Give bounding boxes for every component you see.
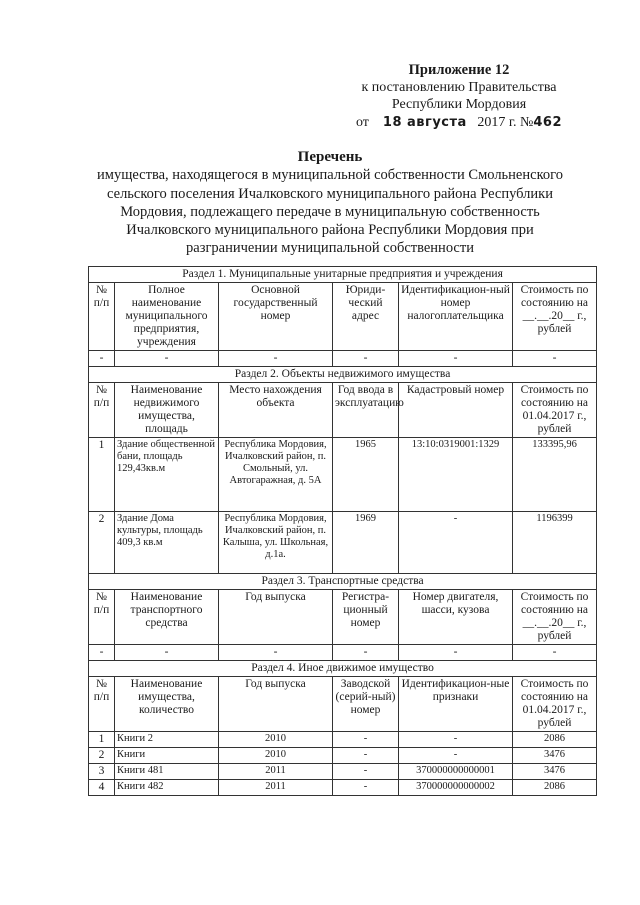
table-cell: - — [219, 351, 333, 367]
col-header: Год выпуска — [219, 677, 333, 732]
header-line-2: Республики Мордовия — [391, 97, 527, 112]
section-2-header-row — [89, 383, 597, 438]
col-header: № п/п — [89, 383, 115, 438]
col-header: Идентификацион-ные признаки — [399, 677, 513, 732]
col-header: Место нахождения объекта — [219, 383, 333, 438]
table-cell: 370000000000002 — [399, 780, 513, 796]
table-cell: 2086 — [513, 780, 597, 796]
document-title: Перечень — [297, 149, 363, 165]
table-cell: - — [219, 645, 333, 661]
col-header: Номер двигателя, шасси, кузова — [399, 590, 513, 645]
col-header: Стоимость по состоянию на __.__.20__ г., рублей — [513, 590, 597, 645]
section-3-title: Раздел 3. Транспортные средства — [89, 574, 597, 590]
table-cell: Здание Дома культуры, площадь 409,3 кв.м — [115, 512, 219, 574]
table-row — [89, 748, 597, 764]
section-1-title: Раздел 1. Муниципальные унитарные предприятия и учреждения — [89, 267, 597, 283]
document-header — [334, 62, 584, 131]
table-cell: Книги — [115, 748, 219, 764]
col-header: Регистра-ционный номер — [333, 590, 399, 645]
table-row — [89, 732, 597, 748]
document-title-block — [80, 148, 580, 258]
col-header: Основной государственный номер — [219, 283, 333, 351]
table-cell: - — [333, 732, 399, 748]
col-header: Наименование недвижимого имущества, площадь — [115, 383, 219, 438]
section-3-header-row — [89, 590, 597, 645]
table-cell: - — [513, 645, 597, 661]
table-cell: Республика Мордовия, Ичалковский район, п. Калыша, ул. Школьная, д.1а. — [219, 512, 333, 574]
table-cell: - — [89, 645, 115, 661]
col-header: Стоимость по состоянию на __.__.20__ г., рублей — [513, 283, 597, 351]
table-row — [89, 512, 597, 574]
section-2-title: Раздел 2. Объекты недвижимого имущества — [89, 367, 597, 383]
table-row — [89, 764, 597, 780]
table-cell: - — [399, 748, 513, 764]
header-date-line — [334, 114, 584, 131]
table-cell: - — [399, 351, 513, 367]
table-cell: 2011 — [219, 780, 333, 796]
section-1-title-row — [89, 267, 597, 283]
col-header: Наименование транспортного средства — [115, 590, 219, 645]
table-cell: Книги 481 — [115, 764, 219, 780]
table-cell: 370000000000001 — [399, 764, 513, 780]
section-4-title: Раздел 4. Иное движимое имущество — [89, 661, 597, 677]
table-cell: 3 — [89, 764, 115, 780]
table-cell: Здание общественной бани, площадь 129,43кв.м — [115, 438, 219, 512]
col-header: Идентификацион-ный номер налогоплательщика — [399, 283, 513, 351]
col-header: № п/п — [89, 677, 115, 732]
table-cell: - — [513, 351, 597, 367]
table-cell: 2086 — [513, 732, 597, 748]
date-prefix: от — [355, 115, 369, 130]
col-header: Год выпуска — [219, 590, 333, 645]
col-header: Год ввода в эксплуатацию — [333, 383, 399, 438]
col-header: Стоимость по состоянию на 01.04.2017 г., рублей — [513, 383, 597, 438]
section-3-title-row — [89, 574, 597, 590]
table-row — [89, 351, 597, 367]
header-line-1: к постановлению Правительства — [361, 80, 557, 95]
table-cell: 3476 — [513, 748, 597, 764]
table-cell: - — [333, 748, 399, 764]
table-cell: Книги 482 — [115, 780, 219, 796]
col-header: № п/п — [89, 590, 115, 645]
table-cell: 2010 — [219, 732, 333, 748]
table-cell: 1 — [89, 438, 115, 512]
col-header: Юриди-ческий адрес — [333, 283, 399, 351]
table-cell: - — [399, 732, 513, 748]
table-row — [89, 645, 597, 661]
property-table — [88, 266, 597, 796]
table-cell: - — [333, 351, 399, 367]
table-cell: - — [115, 351, 219, 367]
appendix-label: Приложение 12 — [408, 62, 510, 78]
col-header: Кадастровый номер — [399, 383, 513, 438]
section-4-title-row — [89, 661, 597, 677]
table-cell: 2 — [89, 512, 115, 574]
table-cell: Книги 2 — [115, 732, 219, 748]
table-cell: 1 — [89, 732, 115, 748]
date-year: 2017 г. № — [477, 115, 534, 130]
section-4-header-row — [89, 677, 597, 732]
table-cell: - — [89, 351, 115, 367]
table-cell: 133395,96 — [513, 438, 597, 512]
date-number: 462 — [533, 115, 562, 130]
col-header: Наименование имущества, количество — [115, 677, 219, 732]
table-cell: 1196399 — [513, 512, 597, 574]
table-cell: - — [333, 645, 399, 661]
document-subtitle: имущества, находящегося в муниципальной собственности Смольненского сельского поселения Ичалковского муниципального района Республики Мордовия, подлежащего передаче в муниципальную собственность Ичалковского муниципального района Республики Мордовия при разграничении муниципальной собственности — [97, 167, 563, 257]
table-cell: - — [333, 764, 399, 780]
table-row — [89, 780, 597, 796]
col-header: Полное наименование муниципального предприятия, учреждения — [115, 283, 219, 351]
date-handwritten: 18 августа — [382, 115, 467, 130]
table-cell: 2 — [89, 748, 115, 764]
table-cell: 13:10:0319001:1329 — [399, 438, 513, 512]
section-1-header-row — [89, 283, 597, 351]
col-header: Заводской (серий-ный) номер — [333, 677, 399, 732]
table-cell: - — [399, 512, 513, 574]
section-2-title-row — [89, 367, 597, 383]
table-cell: 2010 — [219, 748, 333, 764]
table-cell: 2011 — [219, 764, 333, 780]
col-header: Стоимость по состоянию на 01.04.2017 г., рублей — [513, 677, 597, 732]
table-cell: - — [399, 645, 513, 661]
table-cell: 1965 — [333, 438, 399, 512]
table-row — [89, 438, 597, 512]
table-cell: 1969 — [333, 512, 399, 574]
table-cell: - — [115, 645, 219, 661]
table-cell: - — [333, 780, 399, 796]
table-cell: 3476 — [513, 764, 597, 780]
table-cell: 4 — [89, 780, 115, 796]
table-cell: Республика Мордовия, Ичалковский район, п. Смольный, ул. Автогаражная, д. 5А — [219, 438, 333, 512]
col-header: № п/п — [89, 283, 115, 351]
